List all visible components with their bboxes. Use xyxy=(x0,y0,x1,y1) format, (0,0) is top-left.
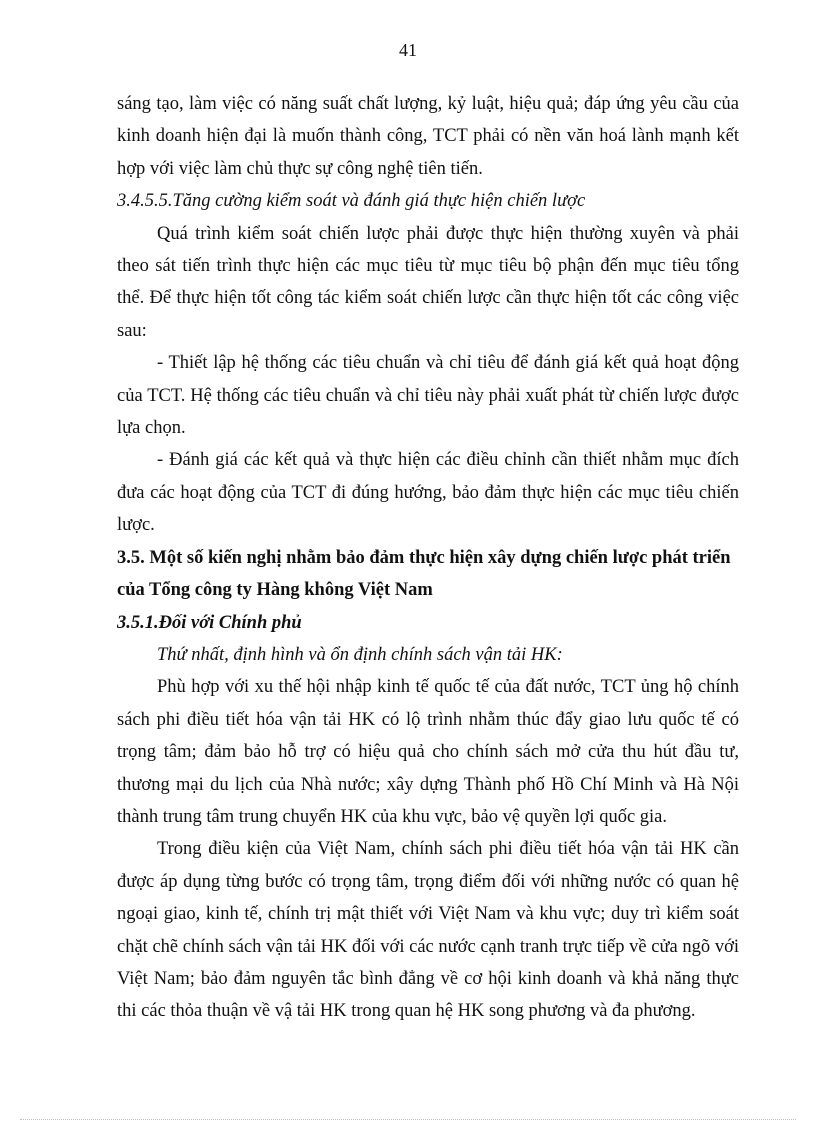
subheading-first: Thứ nhất, định hình và ổn định chính sách vận tải HK: xyxy=(157,644,563,665)
paragraph-integration: Phù hợp với xu thế hội nhập kinh tế quốc tế của đất nước, TCT ủng hộ chính sách phi điều tiết hóa vận tải HK có lộ trình nhằm thúc đẩy giao lưu quốc tế có trọng tâm; đảm bảo hỗ trợ có hiệu quả cho chính sách mở cửa thu hút đầu tư, thương mại du lịch của Nhà nước; xây dựng Thành phố Hồ Chí Minh và Hà Nội thành trung tâm trung chuyển HK của khu vực, bảo vệ quyền lợi quốc gia. xyxy=(117,677,739,827)
bullet-item-evaluation: - Đánh giá các kết quả và thực hiện các điều chỉnh cần thiết nhằm mục đích đưa các hoạt động của TCT đi đúng hướng, bảo đảm thực hiện các mục tiêu chiến lược. xyxy=(117,450,739,536)
footer-divider xyxy=(20,1119,796,1120)
bullet-item-standards: - Thiết lập hệ thống các tiêu chuẩn và chỉ tiêu để đánh giá kết quả hoạt động của TCT. Hệ thống các tiêu chuẩn và chỉ tiêu này phải xuất phát từ chiến lược được lựa chọn. xyxy=(117,353,739,439)
paragraph-continuation: sáng tạo, làm việc có năng suất chất lượng, kỷ luật, hiệu quả; đáp ứng yêu cầu của kinh doanh hiện đại là muốn thành công, TCT phải có nền văn hoá lành mạnh kết hợp với việc làm chủ thực sự công nghệ tiên tiến. xyxy=(117,94,739,179)
section-heading-3-5: 3.5. Một số kiến nghị nhằm bảo đảm thực hiện xây dựng chiến lược phát triển của Tổng công ty Hàng không Việt Nam xyxy=(117,547,731,601)
document-body xyxy=(117,88,739,1028)
section-heading-3-5-1: 3.5.1.Đối với Chính phủ xyxy=(117,612,302,633)
section-heading-3-4-5-5: 3.4.5.5.Tăng cường kiểm soát và đánh giá thực hiện chiến lược xyxy=(117,191,586,212)
paragraph-strategy-control: Quá trình kiểm soát chiến lược phải được thực hiện thường xuyên và phải theo sát tiến trình thực hiện các mục tiêu từ mục tiêu bộ phận đến mục tiêu tổng thể. Để thực hiện tốt công tác kiểm soát chiến lược cần thực hiện tốt các công việc sau: xyxy=(117,223,739,341)
page-number: 41 xyxy=(399,40,417,60)
paragraph-vietnam-conditions: Trong điều kiện của Việt Nam, chính sách phi điều tiết hóa vận tải HK cần được áp dụng từng bước có trọng tâm, trọng điểm đối với những nước có quan hệ ngoại giao, kinh tế, chính trị mật thiết với Việt Nam và khu vực; duy trì kiểm soát chặt chẽ chính sách vận tải HK đối với các nước cạnh tranh trực tiếp về cửa ngõ với Việt Nam; bảo đảm nguyên tắc bình đẳng về cơ hội kinh doanh và khả năng thực thi các thỏa thuận về vậ tải HK trong quan hệ HK song phương và đa phương. xyxy=(117,839,739,1022)
